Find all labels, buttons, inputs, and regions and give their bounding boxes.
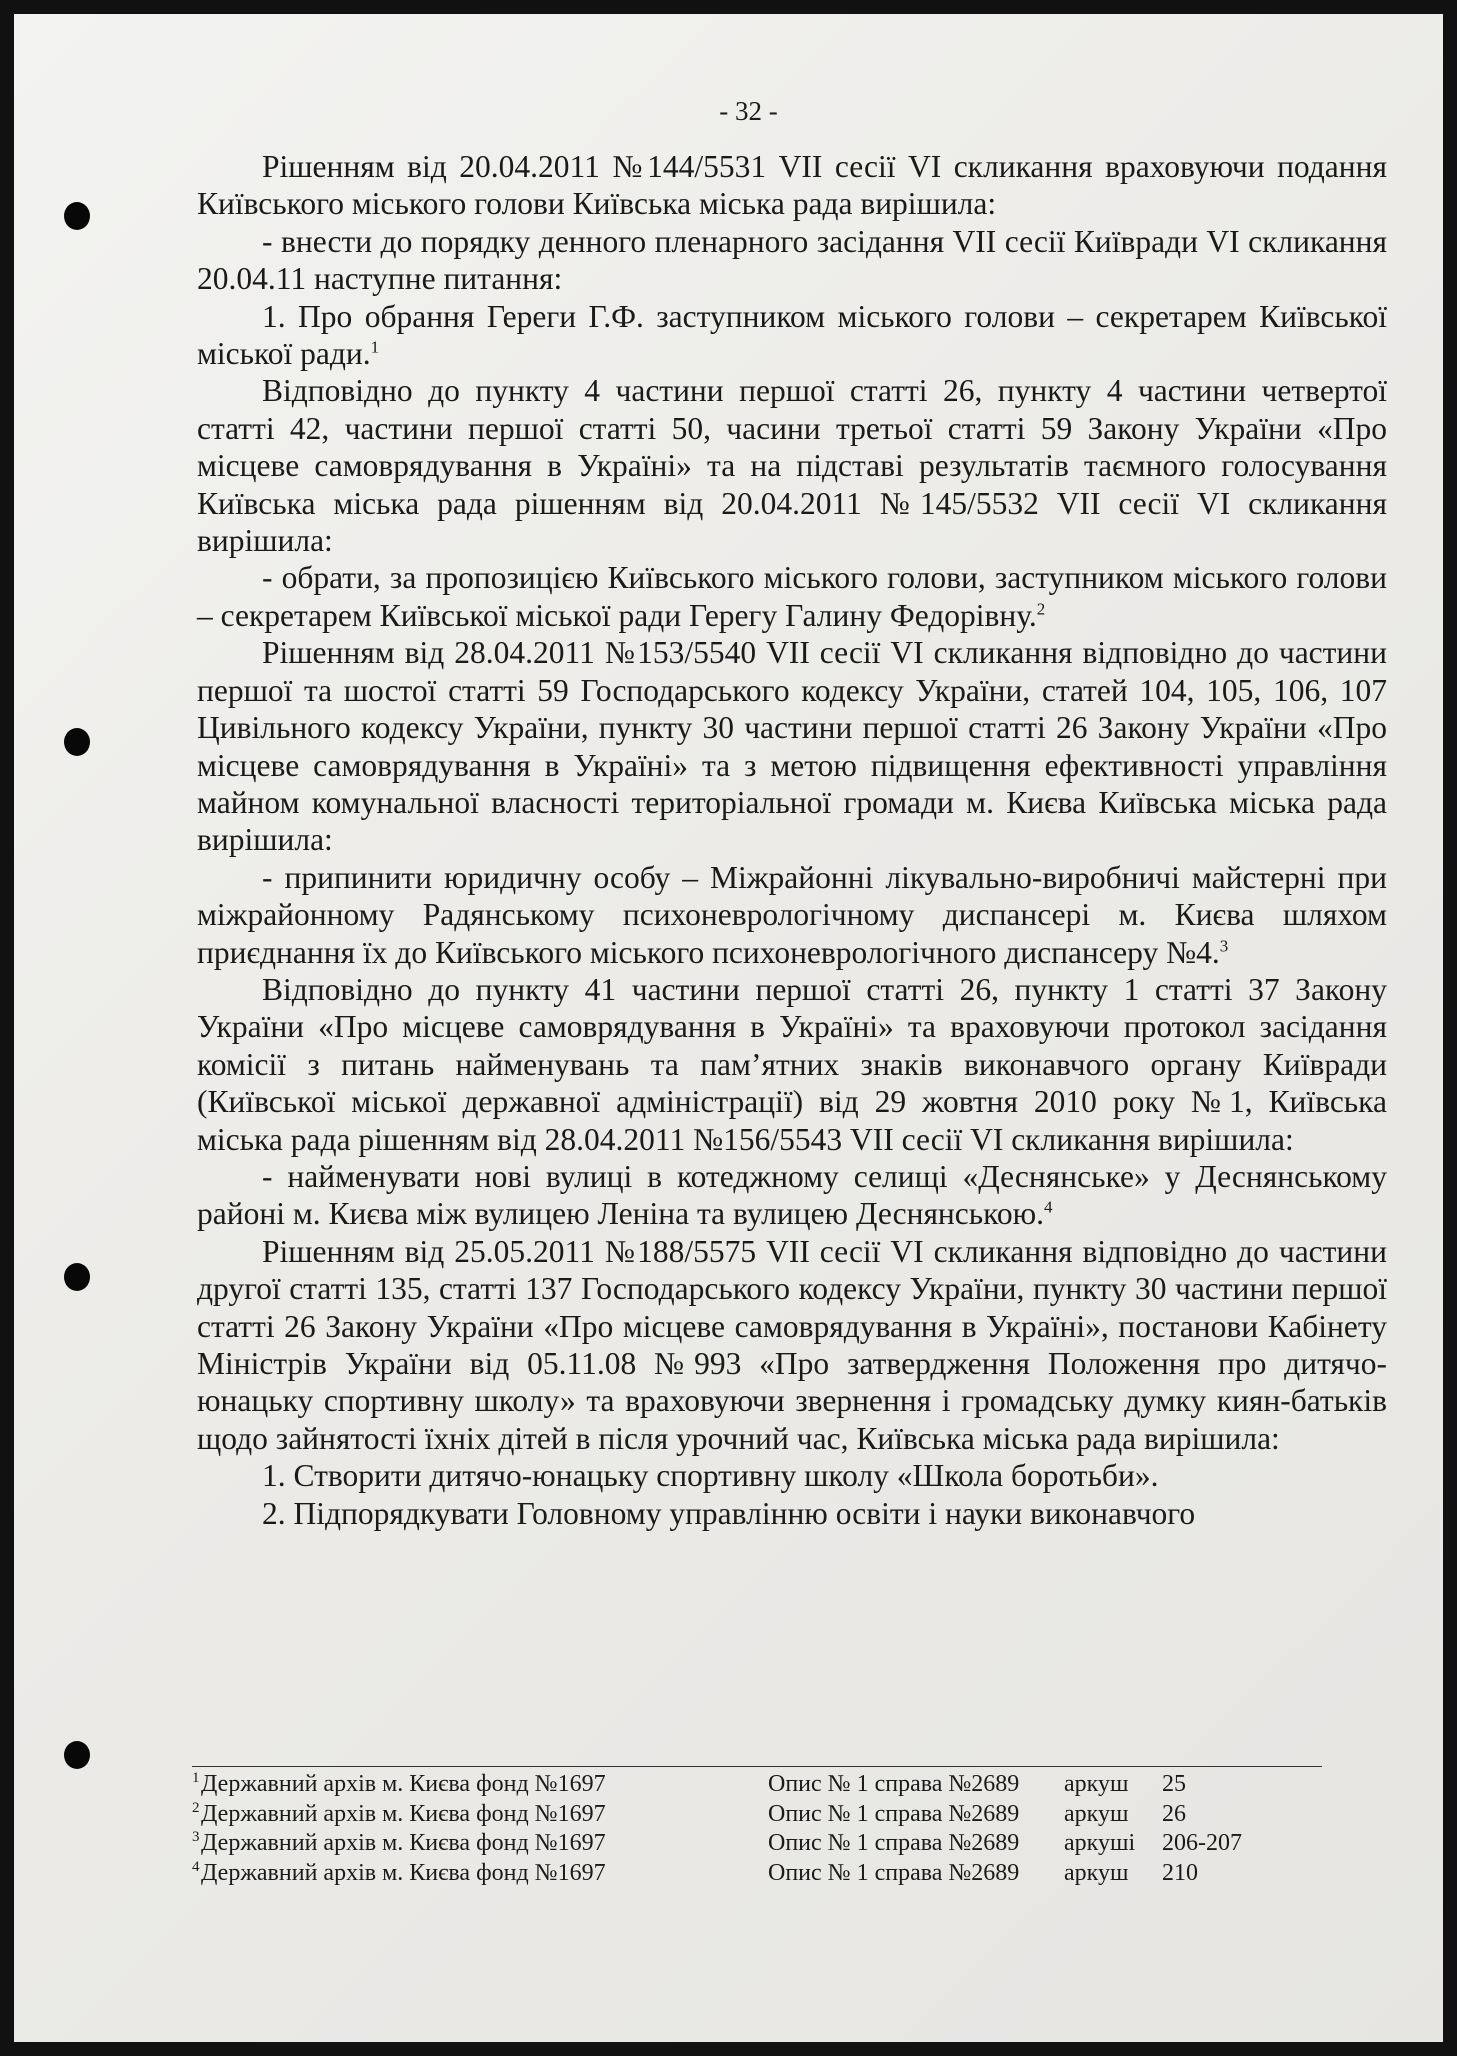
footnote-sheet-label: аркуш	[1064, 1771, 1129, 1797]
paragraph	[197, 559, 1387, 634]
paragraph-text: - найменувати нові вулиці в котеджному селищі «Деснянське» у Деснянському районі м. Києва між вулицею Леніна та вулицею Деснянською.	[197, 1158, 1387, 1232]
footnote-ref: 4	[1044, 1197, 1053, 1217]
footnote-inventory: Опис № 1 справа №2689	[768, 1771, 1020, 1797]
footnote-inventory: Опис № 1 справа №2689	[768, 1830, 1020, 1856]
footnote-archive: Державний архів м. Києва фонд №1697	[201, 1771, 606, 1797]
paragraph	[197, 1158, 1387, 1233]
footnote-archive: Державний архів м. Києва фонд №1697	[201, 1859, 606, 1886]
footnote-ref: 3	[1219, 936, 1229, 956]
paragraph	[197, 859, 1387, 971]
paragraph-text: 1. Про обрання Гереги Г.Ф. заступником міського голови – секретарем Київської міської ради.	[197, 298, 1387, 372]
footnote-marker: 1	[192, 1770, 200, 1786]
paragraph-text: - припинити юридичну особу – Міжрайонні лікувально-виробничі майстерні при міжрайонному Радянському психоневрологічному диспансері м. Києва шляхом приєднання їх до Київського міського психоневрологічного диспансеру №4.	[197, 859, 1387, 970]
paragraph: Рішенням від 28.04.2011 №153/5540 VII сесії VI скликання відповідно до частини першої та шостої статті 59 Господарського кодексу України, статей 104, 105, 106, 107 Цивільного кодексу України, пункту 30 частини першої статті 26 Закону України «Про місцеве самоврядування в Україні» та з метою підвищення ефективності управління майном комунальної власності територіальної громади м. Києва Київська міська рада вирішила:	[197, 635, 1387, 858]
footnote-ref: 1	[370, 337, 380, 357]
paragraph: Відповідно до пункту 41 частини першої статті 26, пункту 1 статті 37 Закону України «Про місцеве самоврядування в Україні» та враховуючи протокол засідання комісії з питань найменувань та пам’ятних знаків виконавчого органу Київради (Київської міської державної адміністрації) від 29 жовтня 2010 року №1, Київська міська рада рішенням від 28.04.2011 №156/5543 VII сесії VI скликання вирішила:	[197, 971, 1387, 1157]
footnote-sheet-label: аркуш	[1064, 1859, 1129, 1886]
footnote-sheet-number: 206-207	[1162, 1830, 1242, 1856]
paragraph: 1. Створити дитячо-юнацьку спортивну школу «Школа боротьби».	[262, 1458, 1159, 1494]
punch-hole	[64, 728, 90, 756]
footnote-inventory: Опис № 1 справа №2689	[768, 1859, 1020, 1886]
footnote-sheet-number: 26	[1162, 1800, 1186, 1827]
paragraph-text: - обрати, за пропозицією Київського міського голови, заступником міського голови – секретарем Київської міської ради Герегу Галину Федорівну.	[197, 560, 1387, 633]
footnote-marker: 2	[192, 1799, 200, 1816]
paragraph: Рішенням від 20.04.2011 №144/5531 VII сесії VI скликання враховуючи подання Київського міського голови Київська міська рада вирішила:	[197, 149, 1387, 222]
punch-hole	[64, 1741, 90, 1769]
paragraph: - внести до порядку денного пленарного засідання VII сесії Київради VI скликання 20.04.11 наступне питання:	[197, 223, 1387, 297]
footnote-marker: 3	[192, 1829, 200, 1845]
paragraph: Відповідно до пункту 4 частини першої статті 26, пункту 4 частини четвертої статті 42, частини першої статті 50, часини третьої статті 59 Закону України «Про місцеве самоврядування в Україні» та на підставі результатів таємного голосування Київська міська рада рішенням від 20.04.2011 №145/5532 VII сесії VI скликання вирішила:	[197, 373, 1387, 559]
paragraph: 2. Підпорядкувати Головному управлінню освіти і науки виконавчого	[262, 1495, 1196, 1531]
page-number: - 32 -	[719, 96, 778, 126]
footnote-sheet-label: аркуші	[1064, 1830, 1136, 1856]
paragraph: Рішенням від 25.05.2011 №188/5575 VII сесії VI скликання відповідно до частини другої статті 135, статті 137 Господарського кодексу України, пункту 30 частини першої статті 26 Закону України «Про місцеве самоврядування в Україні», постанови Кабінету Міністрів України від 05.11.08 №993 «Про затвердження Положення про дитячо-юнацьку спортивну школу» та враховуючи звернення і громадську думку киян-батьків щодо зайнятості їхніх дітей в після урочний час, Київська міська рада вирішила:	[197, 1233, 1387, 1456]
footnote-sheet-number: 210	[1162, 1859, 1198, 1886]
footnote-archive: Державний архів м. Києва фонд №1697	[201, 1830, 606, 1856]
footnote-inventory: Опис № 1 справа №2689	[768, 1800, 1020, 1827]
punch-hole	[64, 1263, 90, 1291]
paragraph	[197, 298, 1387, 373]
footnote-ref: 2	[1036, 599, 1046, 619]
footnote-marker: 4	[192, 1858, 200, 1875]
footnote-archive: Державний архів м. Києва фонд №1697	[201, 1800, 606, 1827]
footnote-divider	[192, 1766, 1322, 1767]
footnote-sheet-number: 25	[1162, 1771, 1186, 1797]
punch-hole	[64, 202, 90, 230]
document-body	[197, 148, 1387, 1532]
footnote-sheet-label: аркуш	[1064, 1800, 1129, 1827]
